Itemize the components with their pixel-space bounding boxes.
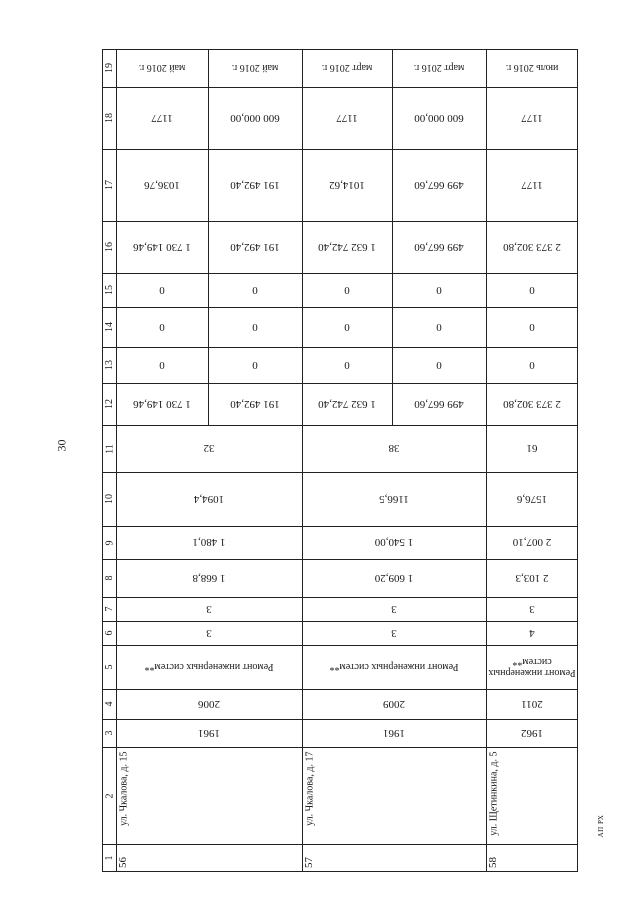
column-number: 15 bbox=[103, 285, 115, 295]
column-number: 2 bbox=[103, 793, 115, 798]
page-number: 30 bbox=[54, 439, 69, 452]
column-number: 13 bbox=[103, 360, 115, 370]
cell-c17: 499 667,60 bbox=[414, 179, 464, 191]
column-number: 7 bbox=[103, 606, 115, 612]
cell-entrances: 3 bbox=[391, 603, 397, 615]
column-number: 10 bbox=[103, 494, 115, 504]
cell-c14: 0 bbox=[436, 321, 442, 333]
cell-c17: 1177 bbox=[521, 179, 543, 191]
cell-c19: март 2016 г. bbox=[413, 62, 465, 74]
cell-entrances: 3 bbox=[529, 603, 535, 615]
cell-c15: 0 bbox=[529, 284, 535, 296]
cell-c17: 1014,62 bbox=[329, 179, 365, 191]
column-number: 11 bbox=[103, 443, 115, 454]
column-number: 16 bbox=[103, 242, 115, 252]
cell-c13: 0 bbox=[529, 359, 535, 371]
cell-c19: июль 2016 г. bbox=[505, 62, 559, 74]
cell-area-total: 2 103,3 bbox=[515, 572, 549, 584]
cell-cost-total: 1 730 149,46 bbox=[133, 398, 191, 410]
cell-c14: 0 bbox=[529, 321, 535, 333]
cell-year-built: 1961 bbox=[383, 727, 405, 739]
cell-work: Ремонт инженерных систем** bbox=[488, 656, 576, 678]
cell-c16: 2 373 302,80 bbox=[503, 241, 561, 253]
cell-c17: 1036,76 bbox=[144, 179, 180, 191]
cell-residents: 32 bbox=[203, 442, 215, 455]
column-number: 1 bbox=[103, 855, 115, 861]
cell-c13: 0 bbox=[344, 359, 350, 371]
cell-floors: 4 bbox=[529, 627, 535, 639]
cell-num: 56 bbox=[117, 857, 129, 868]
cell-year-renov: 2006 bbox=[198, 698, 220, 710]
column-number: 3 bbox=[103, 730, 115, 736]
cell-year-renov: 2009 bbox=[383, 698, 405, 710]
cell-c15: 0 bbox=[159, 284, 165, 296]
column-number: 12 bbox=[103, 399, 115, 409]
cell-col10: 1576,6 bbox=[516, 493, 548, 505]
cell-cost-total: 499 667,60 bbox=[414, 398, 464, 410]
cell-c13: 0 bbox=[159, 359, 165, 371]
cell-year-built: 1962 bbox=[521, 727, 543, 739]
cell-cost-total: 191 492,40 bbox=[230, 398, 280, 410]
column-number: 19 bbox=[103, 63, 115, 73]
cell-residents: 61 bbox=[526, 442, 538, 455]
cell-c13: 0 bbox=[436, 359, 442, 371]
cell-floors: 3 bbox=[391, 627, 397, 639]
cell-work: Ремонт инженерных систем** bbox=[329, 661, 459, 673]
cell-address: ул. Чкалова, д. 17 bbox=[304, 751, 315, 826]
column-number: 5 bbox=[103, 664, 115, 670]
cell-c15: 0 bbox=[436, 284, 442, 296]
column-number: 14 bbox=[103, 322, 115, 332]
cell-cost-total: 1 632 742,40 bbox=[318, 398, 376, 410]
cell-residents: 38 bbox=[388, 442, 400, 455]
footer-mark: АП РХ bbox=[597, 814, 605, 838]
cell-c19: май 2016 г. bbox=[138, 62, 186, 74]
column-number: 6 bbox=[103, 630, 115, 636]
cell-c16: 191 492,40 bbox=[230, 241, 280, 253]
cell-c14: 0 bbox=[159, 321, 165, 333]
cell-c19: март 2016 г. bbox=[321, 62, 373, 74]
cell-work: Ремонт инженерных систем** bbox=[144, 661, 274, 673]
cell-area-living: 2 007,10 bbox=[512, 536, 552, 549]
cell-address: ул. Щетинкина, д. 5 bbox=[488, 751, 499, 836]
column-number: 4 bbox=[103, 701, 115, 707]
cell-c13: 0 bbox=[252, 359, 258, 371]
cell-cost-total: 2 373 302,80 bbox=[503, 398, 561, 410]
cell-col10: 1166,5 bbox=[379, 493, 409, 505]
cell-address: ул. Чкалова, д. 15 bbox=[118, 751, 129, 826]
column-number: 8 bbox=[103, 575, 115, 581]
column-number: 17 bbox=[103, 180, 115, 190]
column-number: 18 bbox=[103, 113, 115, 123]
cell-c14: 0 bbox=[344, 321, 350, 333]
cell-num: 57 bbox=[303, 857, 315, 868]
cell-c18: 600 000,00 bbox=[414, 112, 464, 124]
cell-c16: 1 632 742,40 bbox=[318, 241, 376, 253]
cell-c19: май 2016 г. bbox=[231, 62, 279, 74]
cell-entrances: 3 bbox=[206, 603, 212, 615]
cell-c17: 191 492,40 bbox=[230, 179, 280, 191]
cell-c14: 0 bbox=[252, 321, 258, 333]
cell-area-living: 1 480,1 bbox=[192, 536, 226, 549]
cell-num: 58 bbox=[487, 857, 499, 868]
cell-year-built: 1961 bbox=[198, 727, 220, 739]
grid-line bbox=[392, 49, 393, 87]
cell-col10: 1094,4 bbox=[193, 493, 225, 505]
cell-c15: 0 bbox=[344, 284, 350, 296]
cell-c15: 0 bbox=[252, 284, 258, 296]
grid-line bbox=[208, 49, 209, 87]
cell-c18: 1177 bbox=[336, 112, 358, 124]
cell-area-total: 1 609,20 bbox=[374, 572, 414, 584]
cell-floors: 3 bbox=[206, 627, 212, 639]
cell-c18: 1177 bbox=[151, 112, 173, 124]
cell-c18: 600 000,00 bbox=[230, 112, 280, 124]
cell-c16: 1 730 149,46 bbox=[133, 241, 191, 253]
cell-year-renov: 2011 bbox=[521, 698, 543, 710]
cell-c18: 1177 bbox=[521, 112, 543, 124]
cell-area-total: 1 668,8 bbox=[192, 572, 226, 584]
column-number: 9 bbox=[103, 540, 115, 545]
data-table bbox=[102, 49, 578, 872]
cell-area-living: 1 540,00 bbox=[374, 536, 414, 549]
cell-c16: 499 667,60 bbox=[414, 241, 464, 253]
